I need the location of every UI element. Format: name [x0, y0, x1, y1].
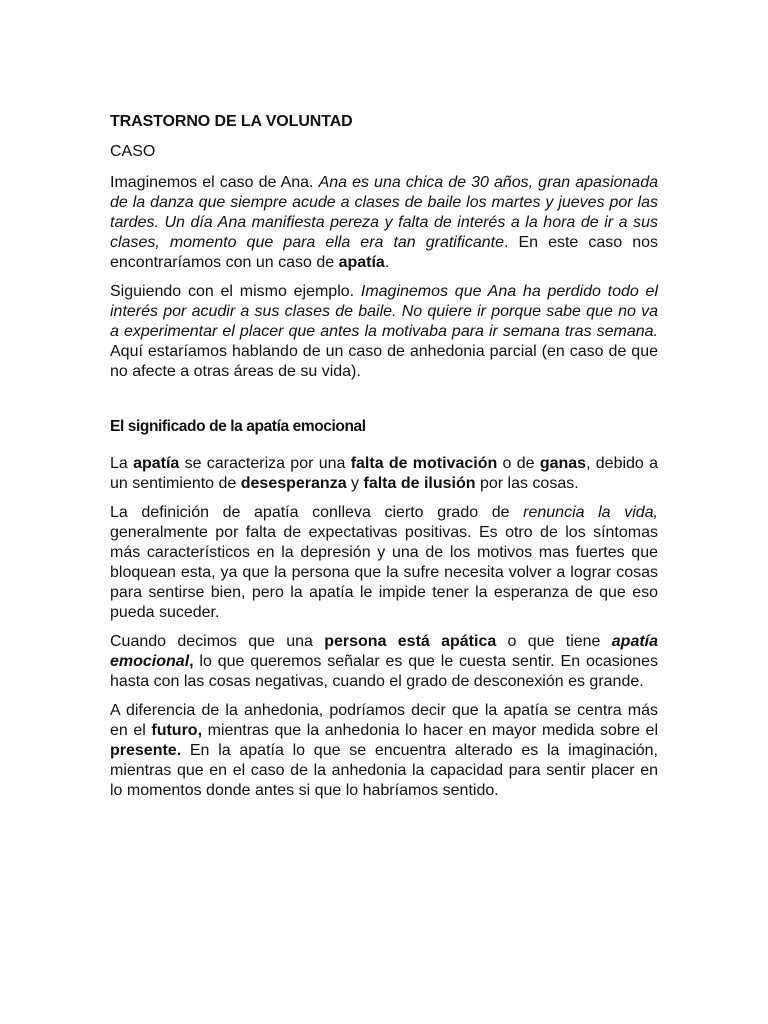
text-run: ,: [189, 653, 194, 670]
text-run: desesperanza: [240, 475, 347, 492]
text-run: o de: [497, 455, 540, 472]
text-run: La: [110, 455, 134, 472]
text-run: A diferencia de la anhedonia, podríamos decir que la apatía se centra más en el: [110, 702, 658, 739]
text-run: apatía: [338, 254, 385, 271]
text-run: o que tiene: [496, 633, 612, 650]
text-run: Ana es una chica de 30 años, gran apasionada de la danza que siempre acude a clases de baile los martes y jueves por las tardes. Un día Ana manifiesta pereza y falta de interés a la hora de ir a sus clases, momento que para ella era tan gratificante: [110, 174, 659, 251]
text-run: futuro,: [151, 722, 203, 739]
text-run: Cuando decimos que una: [110, 633, 325, 650]
paragraph: [110, 503, 658, 623]
text-run: presente.: [110, 742, 182, 759]
paragraph: [110, 701, 658, 801]
paragraph: [110, 632, 658, 692]
document-body: [110, 112, 658, 810]
document-title: TRASTORNO DE LA VOLUNTAD: [110, 113, 353, 130]
text-run: por las cosas.: [475, 475, 579, 492]
text-run: apatía emocional: [110, 633, 659, 670]
text-run: lo que queremos señalar es que le cuesta sentir. En ocasiones hasta con las cosas negativas, cuando el grado de desconexión es grande.: [110, 653, 658, 690]
text-run: .: [384, 254, 390, 271]
text-run: apatía: [133, 455, 180, 472]
text-run: persona está apática: [324, 633, 497, 650]
text-run: ganas: [539, 455, 587, 472]
text-run: renuncia la vida,: [523, 504, 658, 521]
caso-label: CASO: [110, 143, 156, 160]
paragraph: [110, 282, 658, 382]
intro-paragraphs: [110, 173, 658, 382]
section-paragraphs: [110, 454, 658, 801]
text-run: generalmente por falta de expectativas positivas. Es otro de los síntomas más característicos en la depresión y una de los motivos mas fuertes que bloquean esta, ya que la persona que la sufre necesita volver a lograr cosas para sentirse bien, pero la apatía le impide tener la esperanza de que eso pueda suceder.: [110, 524, 658, 621]
text-run: La definición de apatía conlleva cierto grado de: [110, 504, 524, 521]
text-run: falta de motivación: [350, 455, 498, 472]
text-run: falta de ilusión: [363, 475, 476, 492]
text-run: . En este caso nos encontraríamos con un caso de: [110, 234, 658, 271]
text-run: Siguiendo con el mismo ejemplo.: [110, 283, 361, 300]
text-run: En la apatía lo que se encuentra alterado es la imaginación, mientras que en el caso de la anhedonia la capacidad para sentir placer en lo momentos donde antes si que lo habríamos sentido.: [110, 742, 658, 799]
text-run: Imaginemos que Ana ha perdido todo el interés por acudir a sus clases de baile. No quiere ir porque sabe que no va a experimentar el placer que antes la motivaba para ir semana tras semana.: [110, 283, 658, 340]
text-run: se caracteriza por una: [179, 455, 351, 472]
text-run: Imaginemos el caso de Ana.: [110, 174, 319, 191]
section-heading: El significado de la apatía emocional: [110, 418, 366, 435]
text-run: , debido a un sentimiento de: [110, 455, 659, 492]
text-run: y: [346, 475, 364, 492]
paragraph: [110, 454, 658, 494]
paragraph: [110, 173, 658, 273]
text-run: Aquí estaríamos hablando de un caso de anhedonia parcial (en caso de que no afecte a otras áreas de su vida).: [110, 343, 658, 380]
text-run: mientras que la anhedonia lo hacer en mayor medida sobre el: [202, 722, 658, 739]
